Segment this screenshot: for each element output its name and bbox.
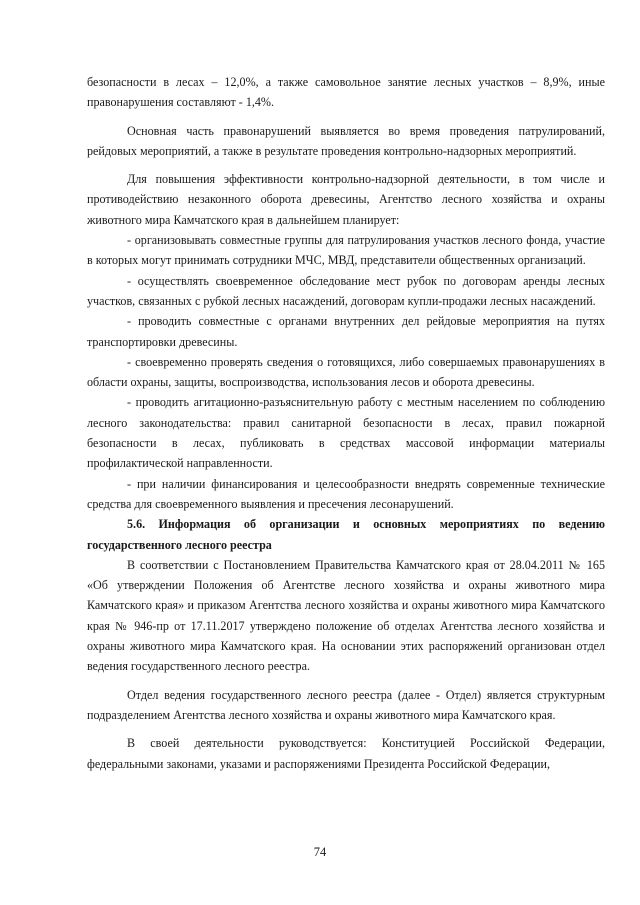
list-item-joint-groups: - организовывать совместные группы для патрулирования участков лесного фонда, участие в которых могут принимать сотрудники МЧС, МВД, представители общественных организаций. — [87, 233, 605, 268]
list-item-verification: - своевременно проверять сведения о готовящихся, либо совершаемых правонарушениях в области охраны, защиты, воспроизводства, использования лесов и оборота древесины. — [87, 354, 605, 390]
list-item-raids: - проводить совместные с органами внутренних дел рейдовые мероприятия на путях транспортировки древесины. — [87, 314, 605, 349]
list-item-outreach: - проводить агитационно-разъяснительную работу с местным населением по соблюдению лесного законодательства: правил санитарной безопасности в лесах, правил пожарной безопасности в лесах, публиковать в средствах массовой информации материалы профилактической направленности. — [87, 395, 605, 471]
paragraph-guidance: В своей деятельности руководствуется: Конституцией Российской Федерации, федеральными законами, указами и распоряжениями Президента Российской Федерации, — [87, 736, 605, 771]
paragraph-regulation: В соответствии с Постановлением Правительства Камчатского края от 28.04.2011 № 165 «Об утверждении Положения об Агентстве лесного хозяйства и охраны животного мира Камчатского края» и приказом Агентства лесного хозяйства и охраны животного мира Камчатского края № 946-пр от 17.11.2017 утверждено положение об отделах Агентства лесного хозяйства и охраны животного мира Камчатского края. На основании этих распоряжений организован отдел ведения государственного лесного реестра. — [87, 557, 605, 674]
paragraph-department: Отдел ведения государственного лесного реестра (далее - Отдел) является структурным подразделением Агентства лесного хозяйства и охраны животного мира Камчатского края. — [87, 687, 605, 722]
paragraph-plans-intro: Для повышения эффективности контрольно-надзорной деятельности, в том числе и противодействию незаконного оборота древесины, Агентство лесного хозяйства и охраны животного мира Камчатского края в дальнейшем планирует: — [87, 172, 605, 227]
list-item-technical-means: - при наличии финансирования и целесообразности внедрять современные технические средства для своевременного выявления и пресечения лесонарушений. — [87, 476, 605, 511]
page-number: 74 — [313, 845, 327, 859]
paragraph-violations-detection: Основная часть правонарушений выявляется во время проведения патрулирований, рейдовых мероприятий, а также в результате проведения контрольно-надзорных мероприятий. — [87, 123, 605, 158]
document-body — [87, 72, 605, 774]
section-heading: 5.6. Информация об организации и основных мероприятиях по ведению государственного лесного реестра — [87, 517, 605, 552]
paragraph-continuation: безопасности в лесах – 12,0%, а также самовольное занятие лесных участков – 8,9%, иные правонарушения составляют - 1,4%. — [87, 75, 605, 110]
list-item-inspection: - осуществлять своевременное обследование мест рубок по договорам аренды лесных участков, связанных с рубкой лесных насаждений, договорам купли-продажи лесных насаждений. — [87, 273, 605, 308]
